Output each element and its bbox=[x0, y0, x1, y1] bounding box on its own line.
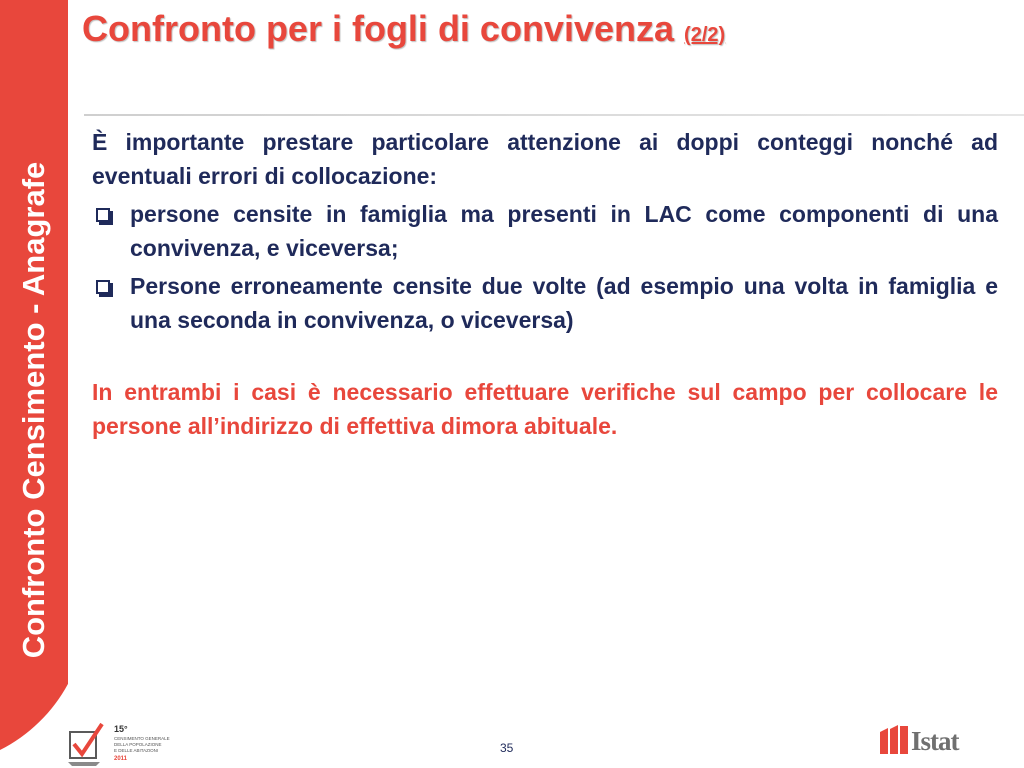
slide-body bbox=[92, 125, 998, 443]
highlight-paragraph: In entrambi i casi è necessario effettuare verifiche sul campo per collocare le persone all’indirizzo di effettiva dimora abituale. bbox=[92, 379, 998, 439]
istat-logo-text: Istat bbox=[911, 726, 959, 756]
istat-logo bbox=[878, 724, 988, 758]
sidebar-band bbox=[0, 0, 68, 768]
bullet-text: persone censite in famiglia ma presenti in LAC come componenti di una convivenza, e viceversa; bbox=[130, 201, 998, 261]
census-logo-number: 15° bbox=[114, 724, 128, 734]
square-bullet-icon bbox=[96, 208, 110, 222]
square-bullet-icon bbox=[96, 280, 110, 294]
intro-paragraph: È importante prestare particolare attenzione ai doppi conteggi nonché ad eventuali errori di collocazione: bbox=[92, 129, 998, 189]
bullet-item bbox=[92, 269, 998, 337]
ballot-base-icon bbox=[68, 762, 100, 766]
sidebar-curve-decoration bbox=[0, 680, 68, 768]
bullet-list bbox=[92, 197, 998, 337]
slide-title-suffix: (2/2) bbox=[684, 24, 726, 46]
title-divider bbox=[84, 114, 1024, 116]
istat-mark-icon bbox=[878, 724, 910, 758]
slide-title-text: Confronto per i fogli di convivenza bbox=[82, 8, 675, 49]
census-logo-year: 2011 bbox=[114, 756, 128, 762]
census-2011-logo bbox=[66, 718, 186, 768]
sidebar-label: Confronto Censimento - Anagrafe bbox=[16, 161, 51, 659]
bullet-text: Persone erroneamente censite due volte (ad esempio una volta in famiglia e una seconda in convivenza, o viceversa) bbox=[130, 273, 998, 333]
bullet-item bbox=[92, 197, 998, 265]
page-number: 35 bbox=[500, 741, 514, 755]
census-logo-line3: E DELLE ABITAZIONI bbox=[114, 748, 159, 753]
slide-title bbox=[82, 8, 725, 50]
census-logo-line2: DELLA POPOLAZIONE bbox=[114, 742, 162, 747]
census-logo-line1: CENSIMENTO GENERALE bbox=[114, 736, 170, 741]
